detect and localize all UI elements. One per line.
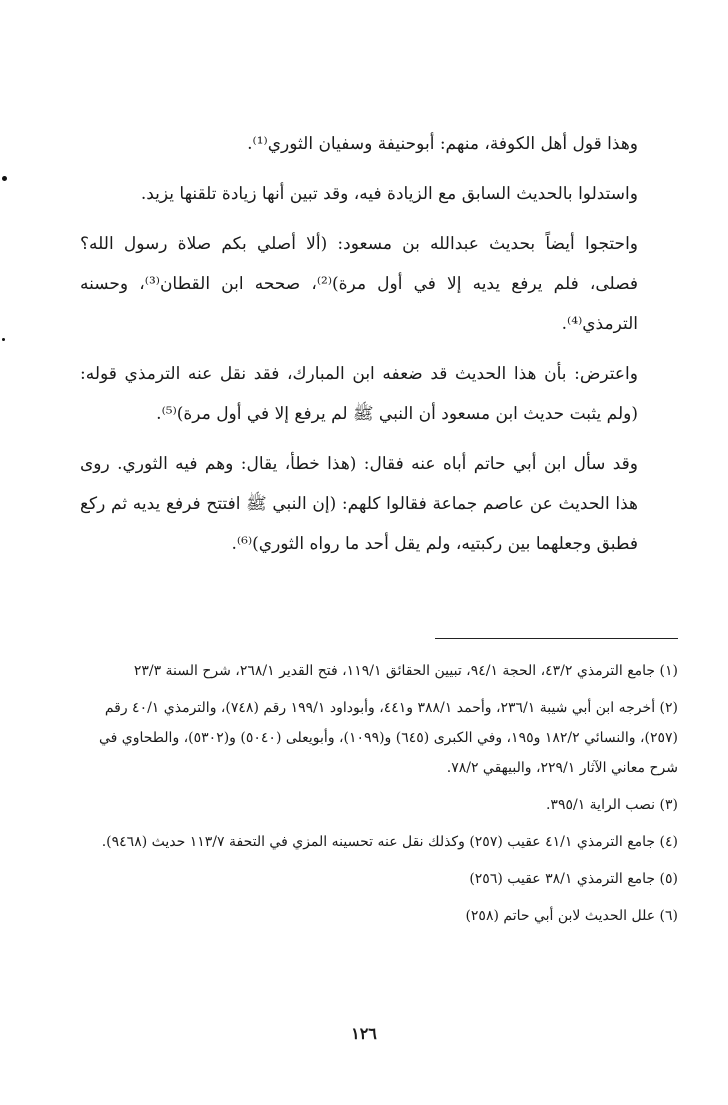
footnote: (١) جامع الترمذي ٤٣/٢، الحجة ٩٤/١، تبيين الحقائق ١١٩/١، فتح القدير ٢٦٨/١، شرح السنة ٢٣/٣ [133, 663, 678, 679]
footnote-separator [435, 638, 678, 639]
main-text [80, 124, 638, 574]
footnote: (٥) جامع الترمذي ٣٨/١ عقيب (٢٥٦) [469, 871, 678, 887]
footnote: (٦) علل الحديث لابن أبي حاتم (٢٥٨) [465, 908, 678, 924]
paragraph: وهذا قول أهل الكوفة، منهم: أبوحنيفة وسفيان الثوري⁽¹⁾. [247, 134, 638, 154]
footnote: (٤) جامع الترمذي ٤١/١ عقيب (٢٥٧) وكذلك نقل عنه تحسينه المزي في التحفة ١١٣/٧ حديث (٩٤٦٨). [101, 834, 678, 850]
footnote: (٢) أخرجه ابن أبي شيبة ٢٣٦/١، وأحمد ٣٨٨/١ و٤٤١، وأبوداود ١٩٩/١ رقم (٧٤٨)، والترمذي ٤٠/١ رقم (٢٥٧)، والنسائي ١٨٢/٢ و١٩٥، وفي الكبرى (٦٤٥) و(١٠٩٩)، وأبويعلى (٥٠٤٠) و(٥٣٠٢)، والطحاوي في شرح معاني الآثار ٢٢٩/١، والبيهقي ٧٨/٢. [98, 700, 678, 776]
paragraph: واستدلوا بالحديث السابق مع الزيادة فيه، وقد تبين أنها زيادة تلقنها يزيد. [140, 184, 638, 204]
margin-mark [2, 176, 7, 181]
footnote: (٣) نصب الراية ٣٩٥/١. [545, 797, 678, 813]
paragraph: واحتجوا أيضاً بحديث عبدالله بن مسعود: (ألا أصلي بكم صلاة رسول الله؟ فصلى، فلم يرفع يديه إلا في أول مرة)⁽²⁾، صححه ابن القطان⁽³⁾، وحسنه الترمذي⁽⁴⁾. [80, 234, 638, 334]
paragraph: وقد سأل ابن أبي حاتم أباه عنه فقال: (هذا خطأ، يقال: وهم فيه الثوري. روى هذا الحديث عن عاصم جماعة فقالوا كلهم: (إن النبي ﷺ افتتح فرفع يديه ثم ركع فطبق وجعلهما بين ركبتيه، ولم يقل أحد ما رواه الثوري)⁽⁶⁾. [80, 454, 638, 554]
paragraph: واعترض: بأن هذا الحديث قد ضعفه ابن المبارك، فقد نقل عنه الترمذي قوله: (ولم يثبت حديث ابن مسعود أن النبي ﷺ لم يرفع إلا في أول مرة)⁽⁵⁾. [80, 364, 638, 424]
page-number: ١٢٦ [351, 1024, 377, 1043]
margin-mark [2, 338, 5, 341]
footnotes [80, 656, 678, 938]
